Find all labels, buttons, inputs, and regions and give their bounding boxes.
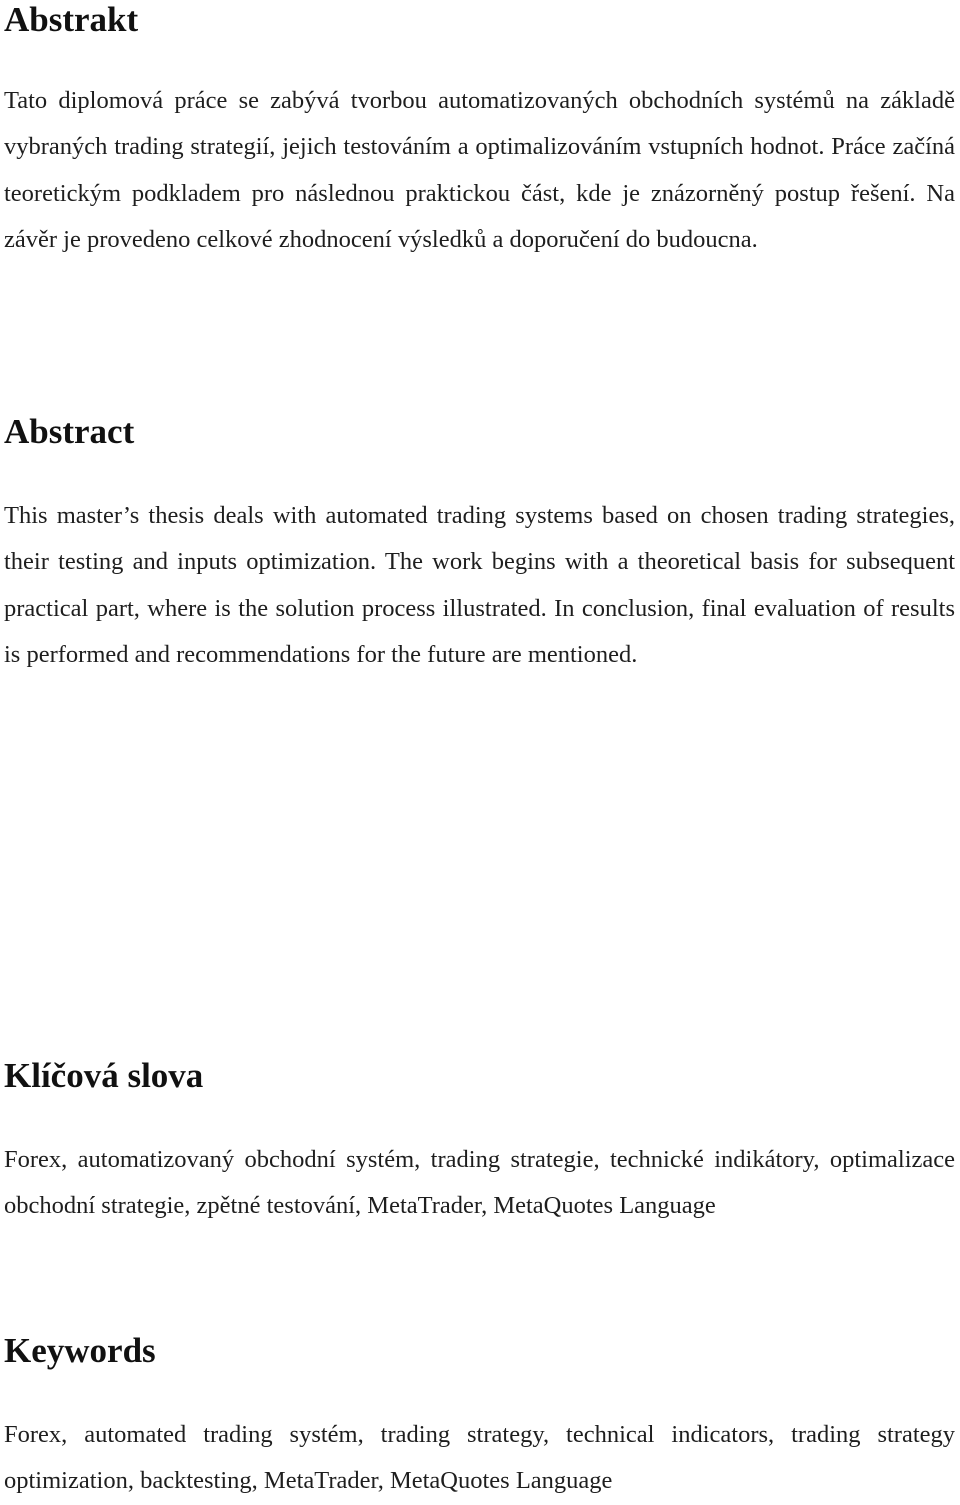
abstrakt-section xyxy=(4,0,955,263)
keywords-section xyxy=(4,1331,955,1505)
keywords-paragraph: Forex, automated trading systém, trading strategy, technical indicators, trading strategy optimization, backtesting, MetaTrader, MetaQuotes Language xyxy=(4,1421,955,1495)
abstract-paragraph: This master’s thesis deals with automated trading systems based on chosen trading strategies, their testing and inputs optimization. The work begins with a theoretical basis for subsequent practical part, where is the solution process illustrated. In conclusion, final evaluation of results is performed and recommendations for the future are mentioned. xyxy=(4,502,955,668)
abstrakt-paragraph: Tato diplomová práce se zabývá tvorbou automatizovaných obchodních systémů na základě vybraných trading strategií, jejich testováním a optimalizováním vstupních hodnot. Práce začíná teoretickým podkladem pro následnou praktickou část, kde je znázorněný postup řešení. Na závěr je provedeno celkové zhodnocení výsledků a doporučení do budoucna. xyxy=(4,87,955,253)
abstract-heading: Abstract xyxy=(4,412,135,451)
abstrakt-heading: Abstrakt xyxy=(4,0,139,39)
klicova-slova-heading: Klíčová slova xyxy=(4,1056,204,1095)
abstract-section xyxy=(4,412,955,678)
klicova-slova-section xyxy=(4,1056,955,1230)
klicova-slova-paragraph: Forex, automatizovaný obchodní systém, trading strategie, technické indikátory, optimalizace obchodní strategie, zpětné testování, MetaTrader, MetaQuotes Language xyxy=(4,1146,955,1220)
keywords-heading: Keywords xyxy=(4,1331,156,1370)
